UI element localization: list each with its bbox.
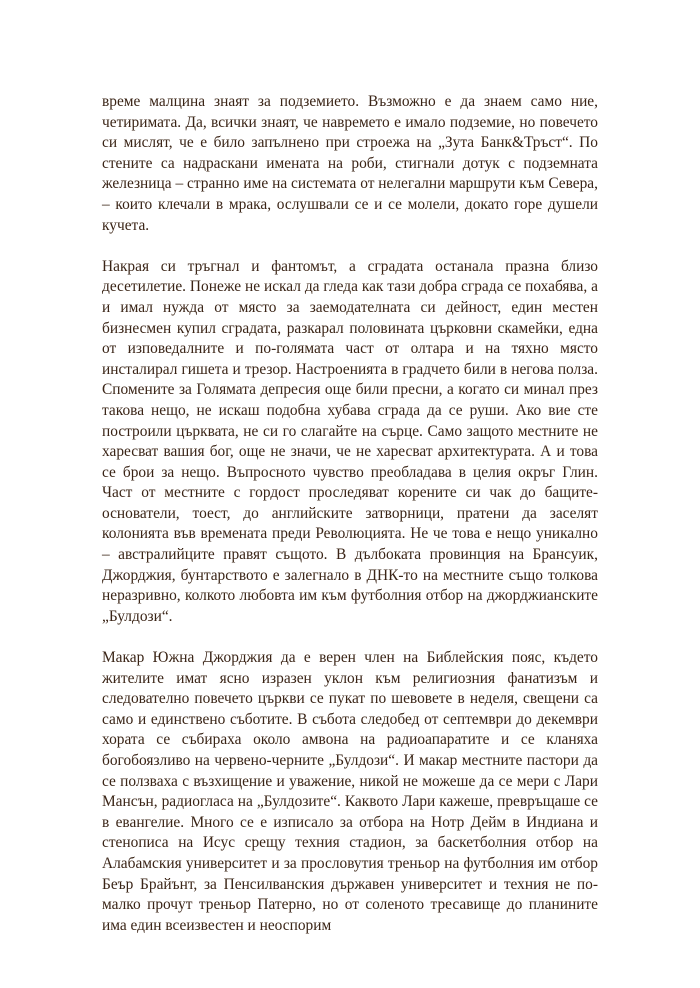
paragraph-3: Макар Южна Джорджия да е верен член на Библейския пояс, където жителите имат ясно изразен уклон към религиозния фанатизъм и следователно повечето църкви се пукат по шевовете в неделя, свещени са само и единствено съботите. В събота следобед от септември до декември хората се събираха около амвона на радиоапаратите и се кланяха богобоязливо на червено-черните „Булдози“. И макар местните пастори да се ползваха с възхищение и уважение, никой не можеше да се мери с Лари Мансън, радиогласа на „Булдозите“. Каквото Лари кажеше, превръщаше се в евангелие. Много се е изписало за отбора на Нотр Дейм в Индиана и стенописа на Исус срещу техния стадион, за баскетболния отбор на Алабамския университет и за прословутия треньор на футболния им отбор Беър Брайънт, за Пенсилванския държавен университет и техния не по-малко прочут треньор Патерно, но от соленото тресавище до планините има един всеизвестен и неоспорим	[102, 649, 598, 934]
text-column	[102, 92, 598, 936]
paragraph-1: време малцина знаят за подземието. Възможно е да знаем само ние, четиримата. Да, всички знаят, че навремето е имало подземие, но повечето си мислят, че е било запълнено при строежа на „Зута Банк&Тръст“. По стените са надраскани имената на роби, стигнали дотук с подземната железница – странно име на системата от нелегални маршрути към Севера, – които клечали в мрака, ослушвали се и се молели, докато горе душели кучета.	[102, 93, 598, 234]
paragraph-2: Накрая си тръгнал и фантомът, а сградата останала празна близо десетилетие. Понеже не искал да гледа как тази добра сграда се похабява, а и имал нужда от място за заемодателната си дейност, един местен бизнесмен купил сградата, разкарал половината църковни скамейки, една от изповедалните и по-голямата част от олтара и на тяхно място инсталирал гишета и трезор. Настроенията в градчето били в негова полза. Спомените за Голямата депресия още били пресни, а когато си минал през такова нещо, не искаш подобна хубава сграда да се руши. Ако вие сте построили църквата, не си го слагайте на сърце. Само защото местните не харесват вашия бог, още не значи, че не харесват архитектурата. А и това се брои за нещо. Въпросното чувство преобладава в целия окръг Глин. Част от местните с гордост проследяват корените си чак до бащите-основатели, тоест, до английските затворници, пратени да заселят колонията във времената преди Революцията. Не че това е нещо уникално – австралийците правят същото. В дълбоката провинция на Брансуик, Джорджия, бунтарството е залегнало в ДНК-то на местните също толкова неразривно, колкото любовта им към футболния отбор на джорджианските „Булдози“.	[102, 257, 598, 625]
